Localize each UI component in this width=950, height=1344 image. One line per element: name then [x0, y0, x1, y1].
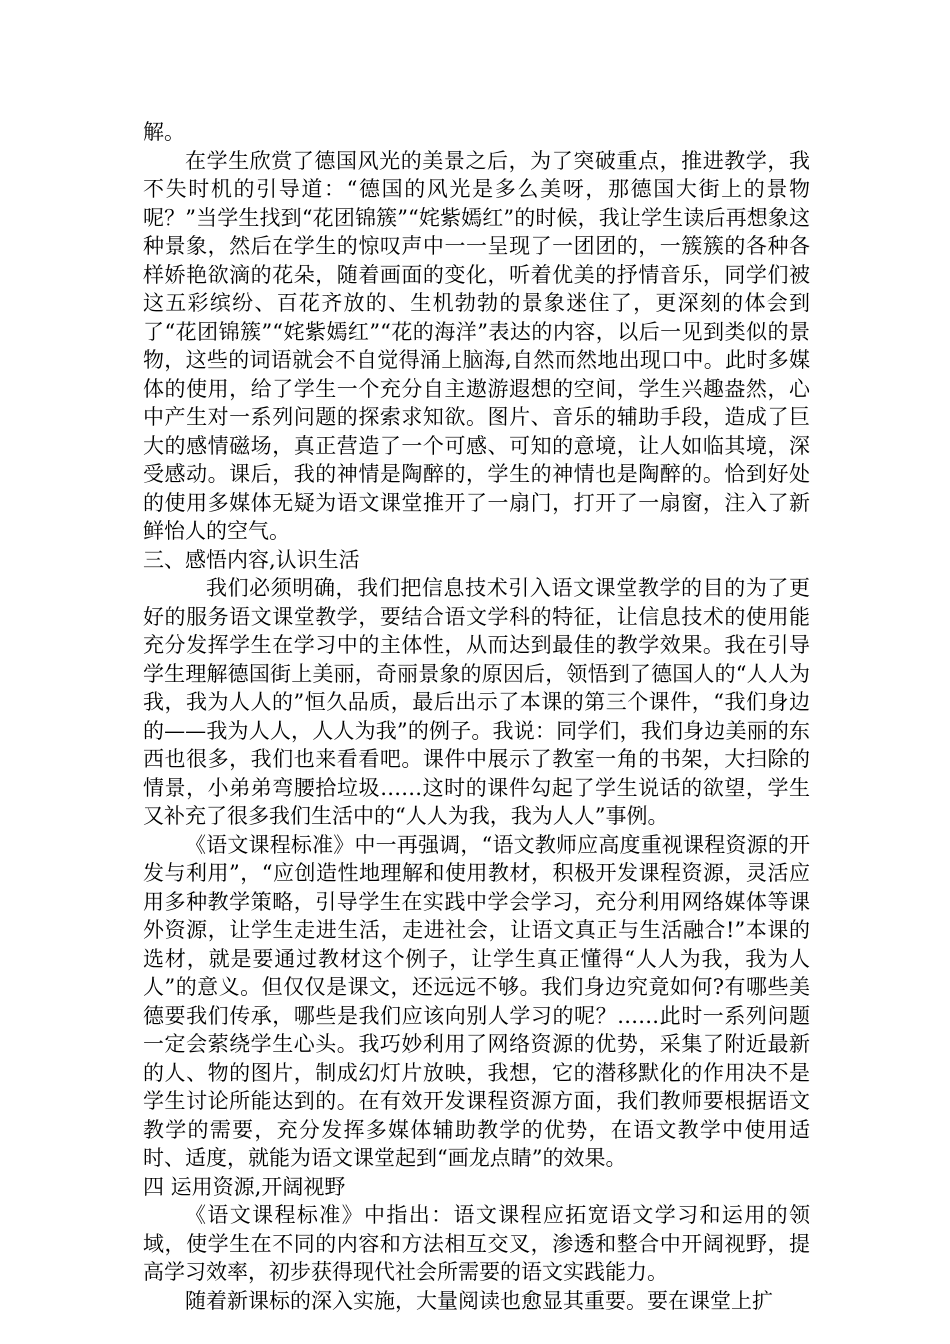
section-heading-4: 四 运用资源,开阔视野 — [143, 1174, 346, 1199]
paragraph-information-technology: 我们必须明确，我们把信息技术引入语文课堂教学的目的为了更好的服务语文课堂教学，要结合语文学科的特征，让信息技术的使用能充分发挥学生在学习中的主体性，从而达到最佳的教学效果。我在引导学生理解德国街上美丽，奇丽景象的原因后，领悟到了德国人的“人人为我，我为人人的”恒久品质，最后出示了本课的第三个课件，“我们身边的——我为人人，人人为我”的例子。我说：同学们，我们身边美丽的东西也很多，我们也来看看吧。课件中展示了教室一角的书架，大扫除的情景，小弟弟弯腰拾垃圾……这时的课件勾起了学生说话的欲望，学生又补充了很多我们生活中的“人人为我，我为人人”事例。 — [143, 576, 810, 828]
paragraph-continuation: 解。 — [143, 120, 185, 144]
paragraph-multimedia-scenery: 在学生欣赏了德国风光的美景之后，为了突破重点，推进教学，我不失时机的引导道：“德国的风光是多么美呀，那德国大街上的景物呢？”当学生找到“花团锦簇”“姹紫嫣红”的时候，我让学生读后再想象这种景象，然后在学生的惊叹声中一一呈现了一团团的，一簇簇的各种各样娇艳欲滴的花朵，随着画面的变化，听着优美的抒情音乐，同学们被这五彩缤纷、百花齐放的、生机勃勃的景象迷住了，更深刻的体会到了“花团锦簇”“姹紫嫣红”“花的海洋”表达的内容，以后一见到类似的景物，这些的词语就会不自觉得涌上脑海,自然而然地出现口中。此时多媒体的使用，给了学生一个充分自主遨游遐想的空间，学生兴趣盎然，心中产生对一系列问题的探索求知欲。图片、音乐的辅助手段，造成了巨大的感情磁场，真正营造了一个可感、可知的意境，让人如临其境，深受感动。课后，我的神情是陶醉的，学生的神情也是陶醉的。恰到好处的使用多媒体无疑为语文课堂推开了一扇门，打开了一扇窗，注入了新鲜怡人的空气。 — [143, 148, 810, 543]
paragraph-broaden-horizons: 《语文课程标准》中指出：语文课程应拓宽语文学习和运用的领域，使学生在不同的内容和方法相互交叉，渗透和整合中开阔视野，提高学习效率，初步获得现代社会所需要的语文实践能力。 — [143, 1203, 810, 1284]
paragraph-extensive-reading: 随着新课标的深入实施，大量阅读也愈显其重要。要在课堂上扩 — [185, 1288, 773, 1313]
paragraph-curriculum-standard: 《语文课程标准》中一再强调，“语文教师应高度重视课程资源的开发与利用”，“应创造性地理解和使用教材，积极开发课程资源，灵活应用多种教学策略，引导学生在实践中学会学习，充分利用网络媒体等课外资源，让学生走进生活，走进社会，让语文真正与生活融合!”本课的选材，就是要通过教材这个例子，让学生真正懂得“人人为我，我为人人”的意义。但仅仅是课文，还远远不够。我们身边究竟如何?有哪些美德要我们传承，哪些是我们应该向别人学习的呢？……此时一系列问题一定会萦绕学生心头。我巧妙利用了网络资源的优势，采集了附近最新的人、物的图片，制成幻灯片放映，我想，它的潜移默化的作用决不是学生讨论所能达到的。在有效开发课程资源方面，我们教师要根据语文教学的需要，充分发挥多媒体辅助教学的优势，在语文教学中使用适时、适度，就能为语文课堂起到“画龙点睛”的效果。 — [143, 832, 810, 1170]
section-heading-3: 三、感悟内容,认识生活 — [143, 547, 360, 572]
document-page — [143, 118, 810, 1315]
